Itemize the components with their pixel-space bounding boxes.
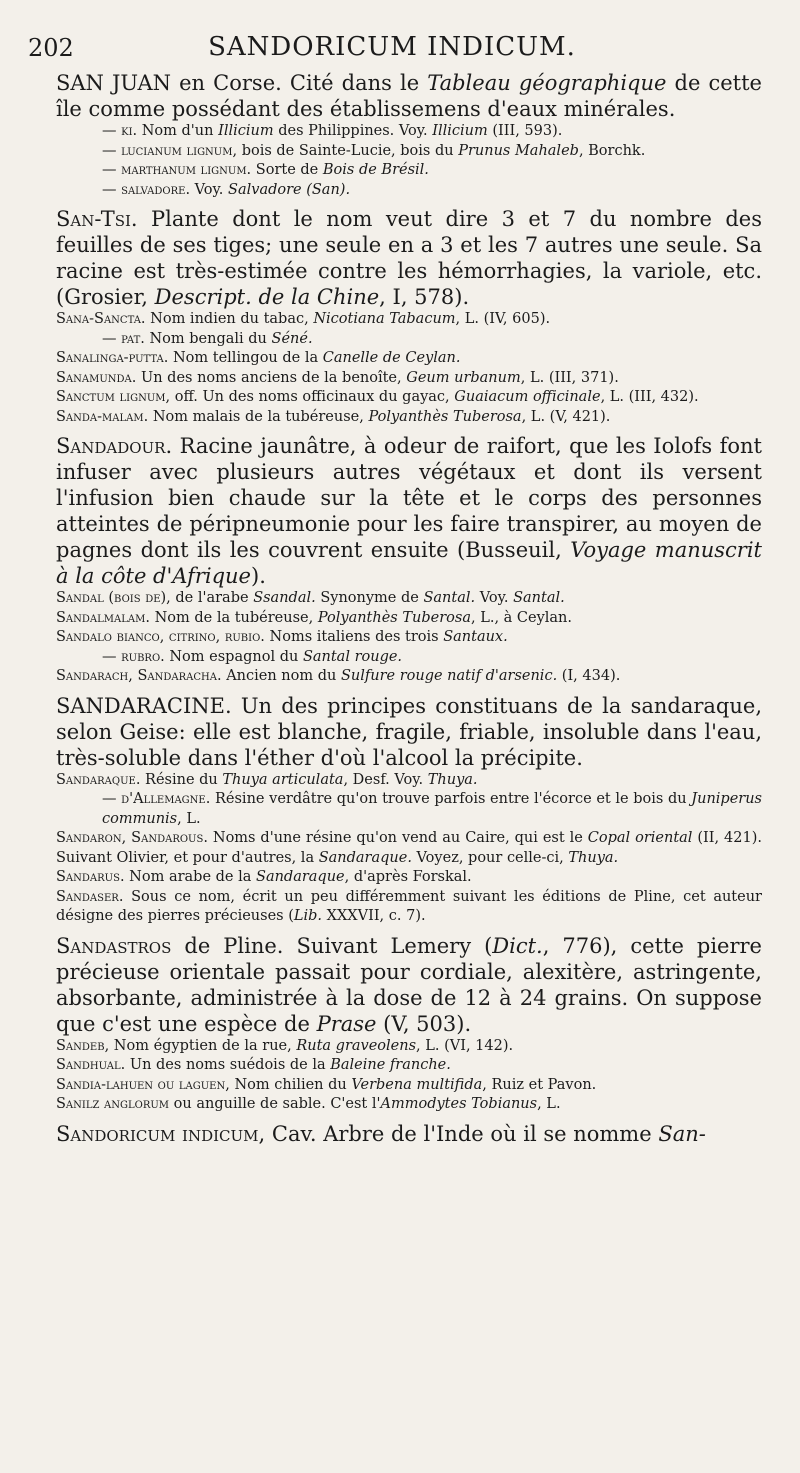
entry-italic-text: Bois de Brésil. [322,162,429,178]
entry-headword: Sandaron, Sandarous. [56,830,208,846]
entry-text: Un des noms anciens de la benoîte, [136,369,407,386]
dictionary-entry [22,1056,762,1076]
entry-text: Noms italiens des trois [264,629,444,645]
entry-text: , L., à Ceylan. [470,609,573,626]
entry-italic-text: Polyanthès Tuberosa [317,609,471,626]
dictionary-entry [22,142,762,162]
entry-italic-text: Thuya. [568,849,619,866]
dictionary-entry [22,648,762,668]
entry-italic-text: Ruta graveolens [296,1037,417,1054]
entry-text: Voyez, pour celle-ci, [411,849,569,866]
entry-italic-text: Verbena multifida [351,1076,483,1093]
entry-italic-text: Polyanthès Tuberosa [368,408,522,425]
entry-text: , Borchk. [578,142,646,159]
entry-italic-text: Voyage manuscrit à la côte d'Afrique [56,538,762,588]
entry-italic-text: Thuya articulata [222,771,344,788]
entry-italic-text: Tableau géographique [427,71,667,95]
entry-headword: Sandalo bianco, citrino, rubio. [56,629,265,645]
entry-italic-text: Sandaraque. [318,849,412,866]
entry-headword: Sanamunda. [56,369,137,386]
entry-text: Ancien nom du [221,668,341,684]
dictionary-entry [22,161,762,181]
page-number: 202 [28,34,74,62]
entry-text: , L. (III, 432). [600,389,699,405]
entry-text: XXXVII, c. 7). [322,908,426,924]
entry-headword: Sana-Sancta. [56,311,146,327]
entry-headword: Sandaser. [56,888,124,905]
entry-italic-text: Thuya. [427,771,478,788]
entry-headword: Sandhual. [56,1057,126,1073]
entry-italic-text: Ammodytes Tobianus [380,1096,538,1112]
entry-italic-text: Copal oriental [587,830,693,846]
entry-text: Nom de la tubéreuse, [149,609,318,626]
entry-italic-text: Sulfure rouge natif d'arsenic. [340,668,558,684]
dictionary-entry [22,408,762,428]
entry-text: ou anguille de sable. C'est l' [169,1096,381,1112]
dictionary-entry [22,1121,762,1147]
dictionary-entry [22,388,762,408]
entry-italic-text: Sandaraque [256,869,345,885]
dictionary-entry [22,589,762,609]
entry-italic-text: Illicium [218,123,274,139]
dictionary-entry [22,70,762,122]
entry-headword: SANDARACINE. [56,693,232,718]
entry-text: , L. [177,810,201,827]
entry-italic-text: Baleine franche. [330,1057,451,1073]
dictionary-entry [22,829,762,868]
entry-text: Un des principes constituans de la sandaraque, selon Geise: elle est blanche, fragile, friable, insoluble dans l'eau, très-soluble dans l'éther d'où l'alcool la précipite. [56,693,762,770]
entry-text: Synonyme de [315,590,424,606]
running-title: SANDORICUM INDICUM. [208,32,576,62]
entry-text: Voy. [475,590,514,606]
dictionary-entry [22,369,762,389]
dictionary-entries [22,70,762,1147]
entry-headword: Sandaraque. [56,771,141,788]
entry-italic-text: Santaux. [443,629,508,645]
entry-text: Nom espagnol du [164,648,303,665]
entry-text: Sous ce nom, écrit un peu différemment suivant les éditions de Pline, cet auteur désigne des pierres précieuses ( [56,888,762,924]
entry-italic-text: Santal. [513,590,565,606]
dictionary-entry [22,868,762,888]
entry-headword: Sanctum lignum [56,389,166,405]
entry-italic-text: Geum urbanum [406,369,521,386]
dictionary-entry [22,790,762,829]
entry-text: , bois de Sainte-Lucie, bois du [232,142,459,159]
entry-headword: — rubro. [102,648,165,665]
entry-headword: Sanalinga-putta. [56,350,169,366]
dictionary-entry [22,771,762,791]
dictionary-entry [22,330,762,350]
entry-text: , de l'arabe [166,590,254,606]
entry-text: Résine verdâtre qu'on trouve parfois entre l'écorce et le bois du [210,791,692,807]
dictionary-entry [22,628,762,648]
entry-italic-text: Séné. [271,330,313,347]
entry-text: , L. (V, 421). [521,408,611,425]
entry-headword: SAN JUAN [56,71,172,95]
entry-headword: — lucianum lignum [102,142,233,159]
entry-italic-text: San- [658,1121,706,1146]
entry-text: en Corse. Cité dans le [171,71,428,95]
entry-italic-text: Prunus Mahaleb [458,142,579,159]
entry-text: Nom tellingou de la [168,350,323,366]
entry-italic-text: Canelle de Ceylan. [322,350,461,366]
entry-text: , off. Un des noms officinaux du gayac, [165,389,455,405]
entry-headword: Sanilz anglorum [56,1096,170,1112]
entry-italic-text: Juniperus communis [102,791,762,827]
entry-text: Nom chilien du [229,1076,352,1093]
entry-text: , L. [537,1096,561,1112]
entry-text: Nom indien du tabac, [145,311,314,327]
dictionary-entry [22,609,762,629]
entry-italic-text: Descript. de la Chine [154,285,380,309]
entry-text: , Desf. Voy. [343,771,428,788]
entry-headword: Sandarach, Sandaracha. [56,668,222,684]
dictionary-entry [22,693,762,771]
entry-text: , L. (IV, 605). [455,311,551,327]
entry-text: , Cav. Arbre de l'Inde où il se nomme [258,1121,659,1146]
dictionary-entry [22,1076,762,1096]
entry-text: Un des noms suédois de la [125,1057,331,1073]
entry-text: Nom malais de la tubéreuse, [148,408,369,425]
entry-text: , I, 578). [379,285,470,309]
entry-text: Résine du [140,771,223,788]
entry-text: , L. (VI, 142). [416,1037,514,1054]
entry-text: (I, 434). [557,668,621,684]
entry-italic-text: Dict. [492,933,543,958]
entry-text: Voy. [190,181,229,198]
entry-text: , L. (III, 371). [520,369,619,386]
entry-italic-text: Salvadore (San). [228,181,351,198]
dictionary-entry [22,667,762,687]
entry-headword: — salvadore. [102,181,191,198]
dictionary-entry [22,349,762,369]
entry-headword: Sandarus. [56,869,125,885]
entry-text: , d'après Forskal. [344,869,472,885]
entry-headword: Sandalmalam. [56,609,150,626]
entry-italic-text: Santal. [423,590,476,606]
dictionary-entry [22,888,762,927]
entry-headword: San-Tsi. [56,207,138,231]
page-header [22,24,762,64]
entry-headword: Sandoricum indicum [56,1121,259,1146]
entry-text: Nom égyptien de la rue, [109,1037,297,1054]
dictionary-entry [22,122,762,142]
entry-italic-text: Prase [316,1011,377,1036]
entry-text: ). [251,564,266,588]
entry-headword: Sanda-malam. [56,408,149,425]
entry-text: Plante dont le nom veut dire 3 et 7 du nombre des feuilles de ses tiges; une seule en a 3 et les 7 autres une seule. Sa racine est très-estimée contre les hémorrhagies, la variole, etc. (Grosier, [56,207,762,309]
entry-italic-text: Ssandal. [253,590,316,606]
entry-headword: Sandal (bois de) [56,590,167,606]
entry-text: , Ruiz et Pavon. [482,1076,597,1093]
entry-headword: — d'Allemagne. [102,791,211,807]
entry-italic-text: Illicium [432,123,488,139]
entry-text: de Pline. Suivant Lemery ( [171,933,493,958]
dictionary-entry [22,1095,762,1115]
dictionary-entry [22,933,762,1037]
entry-headword: Sandia-lahuen ou laguen, [56,1076,230,1093]
entry-italic-text: Santal rouge. [302,648,403,665]
entry-text: Nom d'un [137,123,219,139]
entry-headword: Sandastros [56,933,172,958]
entry-italic-text: Guaiacum officinale [454,389,601,405]
dictionary-entry [22,310,762,330]
entry-text: Racine jaunâtre, à odeur de raifort, que les Iolofs font infuser avec plusieurs autres végétaux et dont ils versent l'infusion bien chaude sur la tête et le corps des personnes atteintes de péripneumonie pour les faire transpirer, au moyen de pagnes dont ils les couvrent ensuite (Busseuil, [56,434,762,562]
entry-text: des Philippines. Voy. [273,123,433,139]
entry-italic-text: Lib. [293,908,323,924]
entry-headword: Sandeb, [56,1037,110,1054]
entry-headword: — pat. [102,330,145,347]
entry-text: (II, 421). Suivant Olivier, et pour d'autres, la [56,830,762,866]
dictionary-entry [22,1037,762,1057]
dictionary-entry [22,433,762,589]
entry-text: Sorte de [251,162,323,178]
dictionary-entry [22,206,762,310]
dictionary-entry [22,181,762,201]
entry-italic-text: Nicotiana Tabacum [313,311,456,327]
entry-headword: — ki. [102,123,138,139]
entry-headword: — marthanum lignum. [102,162,252,178]
entry-text: (V, 503). [376,1011,472,1036]
entry-headword: Sandadour. [56,434,173,458]
entry-text: Nom bengali du [144,330,272,347]
entry-text: Nom arabe de la [124,869,257,885]
entry-text: (III, 593). [487,123,563,139]
entry-text: , 776), cette pierre précieuse orientale passait pour cordiale, alexitère, astringente, absorbante, administrée à la dose de 12 à 24 grains. On suppose que c'est une espèce de [56,933,762,1036]
entry-text: de cette île comme possédant des établissemens d'eaux minérales. [56,71,762,121]
entry-text: Noms d'une résine qu'on vend au Caire, qui est le [207,830,588,846]
